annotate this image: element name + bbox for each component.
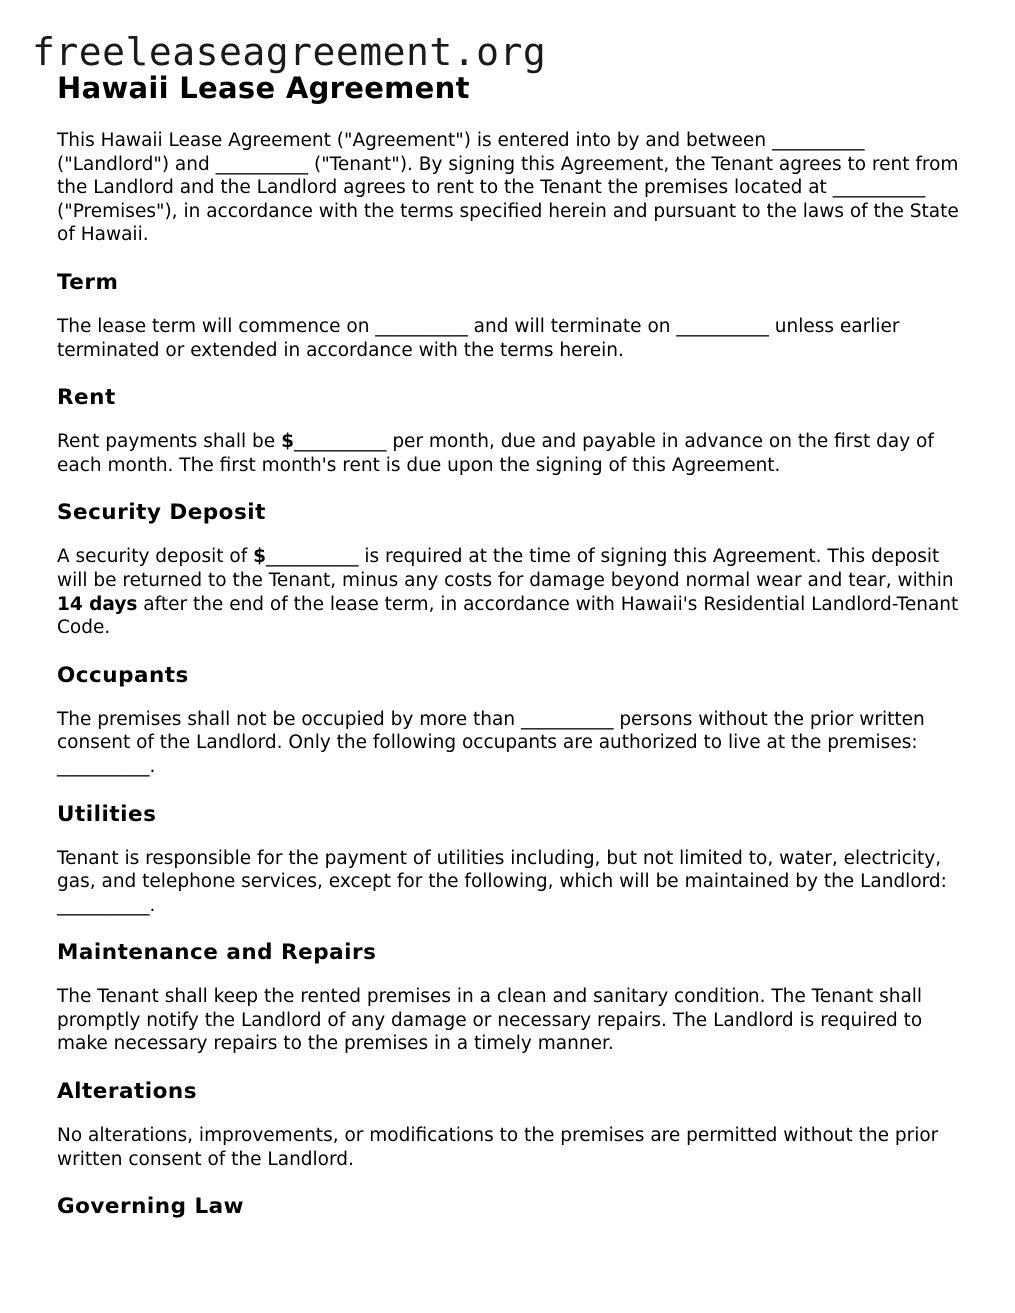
rent-dollar-sign: $ xyxy=(281,431,294,453)
rent-amount-blank: __________ xyxy=(293,431,387,453)
term-heading: Term xyxy=(57,269,119,295)
lease-document xyxy=(57,70,967,1239)
security-deposit-heading: Security Deposit xyxy=(57,500,266,526)
maintenance-paragraph: The Tenant shall keep the rented premises in a clean and sanitary condition. The Tenant shall promptly notify the Landlord of any damage or necessary repairs. The Landlord is required to make necessary repairs to the premises in a timely manner. xyxy=(57,986,923,1055)
tenant-name-blank: __________ xyxy=(215,153,309,175)
rent-heading: Rent xyxy=(57,385,116,411)
deposit-dollar-sign: $ xyxy=(253,546,266,568)
end-date-blank: __________ xyxy=(676,315,769,337)
alterations-heading: Alterations xyxy=(57,1079,198,1105)
intro-paragraph: This Hawaii Lease Agreement ("Agreement") is entered into by and between __________ ("Landlord") and __________ ("Tenant"). By signing this Agreement, the Tenant agrees to rent from the Landlord and the Landlord agrees to rent to the Tenant the premises located at __________ ("Premises"), in accordance with the terms specified herein and pursuant to the laws of the State of Hawaii. xyxy=(57,130,959,246)
alterations-paragraph: No alterations, improvements, or modifications to the premises are permitted without the prior written consent of the Landlord. xyxy=(57,1125,939,1170)
authorized-occupants-blank: __________ xyxy=(57,755,150,777)
occupants-paragraph: The premises shall not be occupied by more than __________ persons without the prior written consent of the Landlord. Only the following occupants are authorized to live at the premises: __________. xyxy=(57,708,925,777)
landlord-utilities-blank: __________ xyxy=(57,894,150,916)
occupants-heading: Occupants xyxy=(57,662,189,688)
utilities-paragraph: Tenant is responsible for the payment of utilities including, but not limited to, water, electricity, gas, and telephone services, except for the following, which will be maintained by the Landlord: __________. xyxy=(57,847,947,916)
security-deposit-paragraph: A security deposit of $__________ is required at the time of signing this Agreement. This deposit will be returned to the Tenant, minus any costs for damage beyond normal wear and tear, within 14 days after the end of the lease term, in accordance with Hawaii's Residential Landlord-Tenant Code. xyxy=(57,546,959,639)
max-occupants-blank: __________ xyxy=(520,708,614,730)
document-title: Hawaii Lease Agreement xyxy=(57,71,470,105)
utilities-heading: Utilities xyxy=(57,801,157,827)
governing-law-heading: Governing Law xyxy=(57,1194,245,1220)
start-date-blank: __________ xyxy=(375,315,468,337)
site-watermark: freeleaseagreement.org xyxy=(32,30,547,74)
return-period: 14 days xyxy=(57,593,138,615)
term-paragraph: The lease term will commence on __________ and will terminate on __________ unless earlier terminated or extended in accordance with the terms herein. xyxy=(57,315,900,361)
premises-address-blank: __________ xyxy=(832,177,926,199)
deposit-amount-blank: __________ xyxy=(265,546,359,568)
landlord-name-blank: __________ xyxy=(771,130,865,151)
rent-paragraph: Rent payments shall be $__________ per month, due and payable in advance on the first day of each month. The first month's rent is due upon the signing of this Agreement. xyxy=(57,431,934,476)
maintenance-heading: Maintenance and Repairs xyxy=(57,940,377,966)
